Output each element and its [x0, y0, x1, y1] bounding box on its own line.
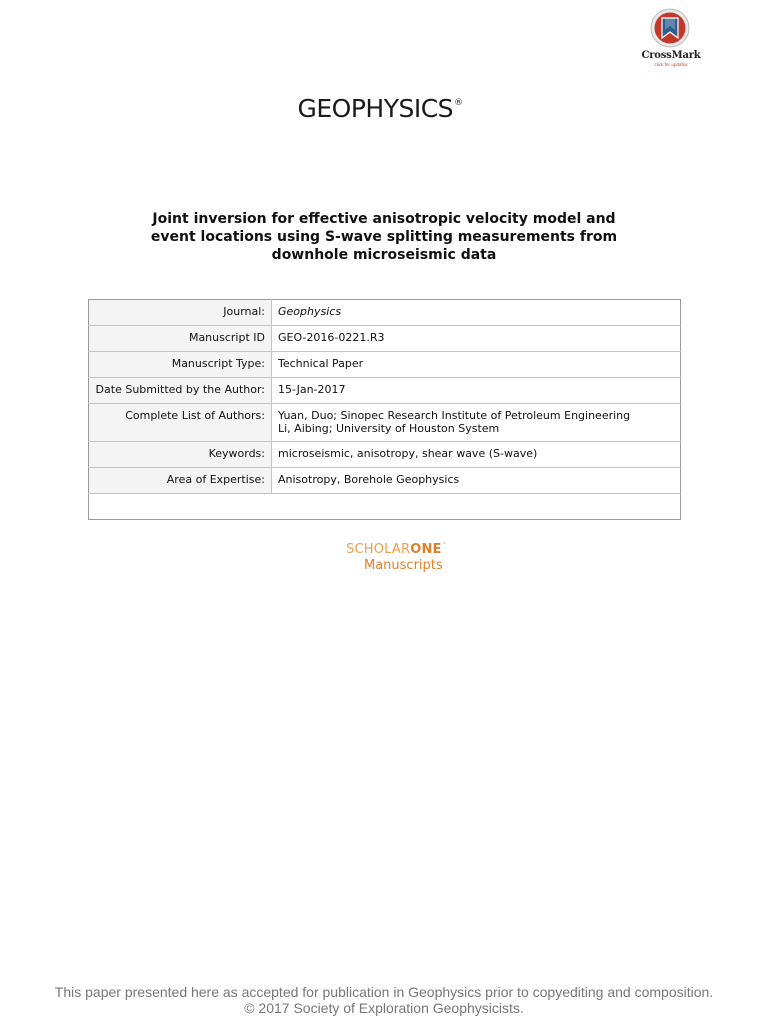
row-value — [272, 404, 681, 442]
manuscript-metadata-table — [88, 299, 681, 520]
row-label: Manuscript Type: — [89, 352, 272, 378]
crossmark-icon — [650, 8, 690, 52]
crossmark-sublabel: click for updates — [654, 62, 688, 67]
table-row-area-of-expertise — [89, 468, 681, 494]
table-row-empty — [89, 494, 681, 520]
publication-notice — [40, 984, 728, 1016]
row-label: Manuscript ID — [89, 326, 272, 352]
registered-mark: ® — [454, 98, 463, 108]
row-label: Area of Expertise: — [89, 468, 272, 494]
title-line: event locations using S-wave splitting measurements from — [150, 229, 618, 245]
title-line: downhole microseismic data — [271, 247, 497, 263]
row-value: Anisotropy, Borehole Geophysics — [272, 468, 681, 494]
paper-title — [100, 210, 668, 264]
author-entry: Li, Aibing; University of Houston System — [278, 422, 500, 435]
notice-line: This paper presented here as accepted for publication in Geophysics prior to copyediting and composition. — [54, 984, 714, 1000]
scholarone-wordmark — [346, 542, 447, 557]
row-value: microseismic, anisotropy, shear wave (S-wave) — [272, 442, 681, 468]
row-label: Journal: — [89, 300, 272, 326]
table-row-manuscript-id — [89, 326, 681, 352]
row-value — [272, 300, 681, 326]
title-line: Joint inversion for effective anisotropic velocity model and — [152, 211, 616, 227]
journal-name: Geophysics — [278, 305, 342, 318]
journal-logo — [280, 94, 480, 123]
empty-cell — [89, 494, 681, 520]
crossmark-label: CrossMark — [641, 50, 701, 61]
table-row-keywords — [89, 442, 681, 468]
row-label: Complete List of Authors: — [89, 404, 272, 442]
crossmark-badge[interactable] — [636, 8, 706, 70]
trademark-mark: ™ — [441, 542, 447, 548]
journal-logo-text: GEOPHYSICS — [297, 94, 454, 123]
row-label: Date Submitted by the Author: — [89, 378, 272, 404]
row-value: GEO-2016-0221.R3 — [272, 326, 681, 352]
row-value: 15-Jan-2017 — [272, 378, 681, 404]
scholarone-scholar-text: SCHOLAR — [346, 542, 411, 557]
row-value: Technical Paper — [272, 352, 681, 378]
scholarone-logo — [330, 540, 450, 580]
table-row-date-submitted — [89, 378, 681, 404]
table-row-manuscript-type — [89, 352, 681, 378]
table-row-authors — [89, 404, 681, 442]
scholarone-one-text: ONE — [410, 542, 442, 557]
copyright-line: © 2017 Society of Exploration Geophysicists. — [244, 1000, 524, 1016]
row-label: Keywords: — [89, 442, 272, 468]
table-row-journal — [89, 300, 681, 326]
author-entry: Yuan, Duo; Sinopec Research Institute of Petroleum Engineering — [278, 409, 631, 422]
scholarone-manuscripts-text: Manuscripts — [364, 558, 443, 573]
